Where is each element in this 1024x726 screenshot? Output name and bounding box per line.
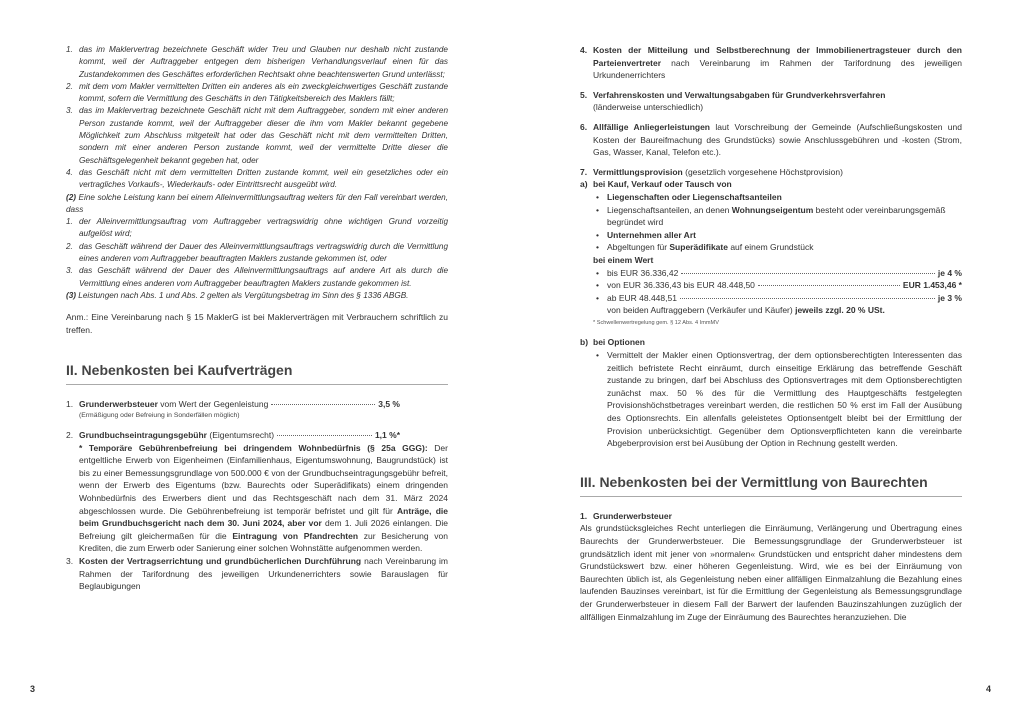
cost-item-4: 4. Kosten der Mitteilung und Selbstberechnung der Immobilienertragsteuer durch den Parteienvertreter nach Vereinbarung im Rahmen der Tarifordnung des jeweiligen Urkundenerrichters: [580, 45, 962, 81]
baurecht-text: Als grundstücksgleiches Recht unterliegen die Einräumung, Verlängerung und Übertragung eines Baurechts der Grunderwerbsteuer. Die Bemessungsgrundlage der Grunderwerbsteuer ist grundsätzlich ident mit jener von »normalen« Grundstücken und entspricht daher mindestens dem Grundstückswert bzw. einer höheren Gegenleistung. Wird, wie es bei der Einräumung von Baurechten üblich ist, als Gegenleistung neben einer allfälligen Einmalzahlung die Bezahlung eines laufenden Bauzinses vereinbart, ist für die Ermittlung der Gegenleistung als Bemessungsgrundlage der Grunderwerbsteuer in diesem Fall der Barwert der laufenden Bauzinszahlungen zuzüglich der allfälligen Einmalzahlung im Zuge der Einräumung des Baurechtes heranzuziehen. Die: [580, 523, 962, 622]
list-item: 2. mit dem vom Makler vermittelten Dritten ein anderes als ein zweckgleichwertiges Geschäft zustande kommt, sofern die Vermittlung des Geschäfts in den Tätigkeitsbereich des Maklers fällt;: [66, 81, 448, 104]
list-item: • Unternehmen aller Art: [593, 229, 962, 242]
footnote: * Schwellenwertregelung gem. § 12 Abs. 4 ImmMV: [593, 319, 719, 326]
subsection-a: a) bei Kauf, Verkauf oder Tausch von: [580, 179, 732, 190]
list-item: 1. der Alleinvermittlungsauftrag vom Auftraggeber vertragswidrig ohne wichtigen Grund vorzeitig aufgelöst wird;: [66, 217, 448, 239]
list-item: • Liegenschaften oder Liegenschaftsanteilen: [593, 191, 962, 204]
wert-row: • bis EUR 36.336,42 je 4 %: [593, 267, 962, 280]
right-column: [580, 44, 962, 623]
baurecht-item-1: 1. Grunderwerbsteuer: [580, 510, 672, 521]
left-column: [66, 44, 448, 593]
section-title-kaufvertraege: II. Nebenkosten bei Kaufverträgen: [66, 362, 448, 385]
wert-list: [580, 267, 962, 305]
paragraph-2: (2) Eine solche Leistung kann bei einem Alleinvermittlungsauftrag weiters für den Fall vereinbart werden, dass: [66, 192, 448, 214]
bullet-list-b: [580, 349, 962, 450]
cost-item-7: 7. Vermittlungsprovision (gesetzlich vorgesehene Höchstprovision) a) bei Kauf, Verkauf oder Tausch von • Liegenschaften oder Liegenschaftsanteilen • Liegenschaftsanteilen, an denen Wohnungseigentum besteht oder vereinbarungsgemäß begründet wird • Unternehmen aller Art • Abgeltungen für Superädifikate auf einem Grundstück bei einem Wert • bis EUR 36.336,42 je 4 % • von EUR 36.336,43 bis EUR 48.448,50 EUR 1.453,46 * • ab EUR 48.448,51 je 3 % von beiden Auftraggebern (Verkäufer und Käufer) jeweils zzgl. 20 % USt. * Schwellenwertregelung gem. § 12 Abs. 4 ImmMV b) bei Optionen • Vermittelt der Makler einen Optionsvertrag, der dem optionsberechtigten Interessenten das zeitlich befristete Recht einräumt, durch einseitige Erklärung das betreffende Geschäft zustande zu bringen, darf bei Abschluss des Optionsvertrages mit dem Optionsberechtigten zunächst max. 50 % des für die Vermittlung des Hauptgeschäfts festgelegten Provisionshöchstbetrages vereinbart werden, die restlichen 50 % erst im Fall der Ausübung des Optionsrechts. Ein allenfalls geleistetes Optionsentgelt bleibt bei der Ermittlung der Provision unberücksichtigt. Gegenüber dem Optionsverpflichteten kann die vereinbarte Abgeberprovision erst bei Ausübung der Option in Rechnung gestellt werden.: [580, 166, 962, 450]
wert-tail: von beiden Auftraggebern (Verkäufer und Käufer) jeweils zzgl. 20 % USt.: [607, 305, 885, 316]
page-number: 3: [30, 684, 36, 694]
paragraph-3: (3) Leistungen nach Abs. 1 und Abs. 2 gelten als Vergütungsbetrag im Sinn des § 1336 ABGB.: [66, 290, 409, 300]
list-item: 2. das Geschäft während der Dauer des Alleinvermittlungsauftrags vertragswidrig durch die Vermittlung eines anderen vom Auftraggeber beauftragten Maklers zustande gekommen ist, oder: [66, 241, 448, 264]
dot-leader: [277, 435, 372, 436]
section-title-baurechte: III. Nebenkosten bei der Vermittlung von Baurechten: [580, 474, 962, 497]
list-item: 3. das Geschäft während der Dauer des Alleinvermittlungsauftrags auf andere Art als durch die Vermittlung eines anderen vom Auftraggeber beauftragten Maklers zustande gekommen ist.: [66, 266, 448, 288]
dot-leader: [271, 404, 375, 405]
cost-item-1: 1. Grunderwerbsteuer vom Wert der Gegenleistung 3,5 % (Ermäßigung oder Befreiung in Sonderfällen möglich): [66, 399, 400, 420]
list-item: • Abgeltungen für Superädifikate auf einem Grundstück: [593, 241, 962, 254]
cost-item-6: 6. Allfällige Anliegerleistungen laut Vorschreibung der Gemeinde (Aufschließungskosten und Kosten der Baureifmachung des Grundstücks) sowie Anschlussgebühren und -kosten (Strom, Gas, Wasser, Kanal, Telefon etc.).: [580, 121, 962, 158]
wert-row: • von EUR 36.336,43 bis EUR 48.448,50 EUR 1.453,46 *: [593, 279, 962, 292]
list-item: 1. das im Maklervertrag bezeichnete Geschäft wider Treu und Glauben nur deshalb nicht zustande kommt, weil der Auftraggeber entgegen dem bisherigen Verhandlungsverlauf einen für das Zustandekommen des Geschäftes erforderlichen Rechtsakt ohne beachtenswerten Grund unterlässt;: [66, 45, 448, 79]
list-item: • Liegenschaftsanteilen, an denen Wohnungseigentum besteht oder vereinbarungsgemäß begründet wird: [593, 204, 962, 229]
list-b: [66, 216, 448, 290]
cost-item-3: 3. Kosten der Vertragserrichtung und grundbücherlichen Durchführung nach Vereinbarung im Rahmen der Tarifordnung des jeweiligen Urkundenerrichters sowie Barauslagen für Beglaubigungen: [66, 555, 448, 592]
list-a: [66, 44, 448, 192]
list-item: • Vermittelt der Makler einen Optionsvertrag, der dem optionsberechtigten Interessenten das zeitlich befristete Recht einräumt, durch einseitige Erklärung das betreffende Geschäft zustande zu bringen, darf bei Abschluss des Optionsvertrages mit dem Optionsberechtigten zunächst max. 50 % des für die Vermittlung des Hauptgeschäfts festgelegten Provisionshöchstbetrages vereinbart werden, die restlichen 50 % erst im Fall der Ausübung des Optionsrechts. Ein allenfalls geleistetes Optionsentgelt bleibt bei der Ermittlung der Provision unberücksichtigt. Gegenüber dem Optionsverpflichteten kann die vereinbarte Abgeberprovision erst bei Ausübung der Option in Rechnung gestellt werden.: [593, 349, 962, 450]
annotation-note: Anm.: Eine Vereinbarung nach § 15 MaklerG ist bei Maklerverträgen mit Verbrauchern schriftlich zu treffen.: [66, 312, 448, 335]
wert-title: bei einem Wert: [593, 254, 654, 265]
fee-exemption-text: * Temporäre Gebührenbefreiung bei dringendem Wohnbedürfnis (§ 25a GGG): Der entgeltliche Erwerb von Eigenheimen (Einfamilienhaus, Eigentumswohnung, Baugrundstück) ist bis zu einer Bemessungsgrundlage von 500.000 € von der Grundbuchseintragungsgebühr befreit, wenn der Erwerb des Eigentums (bzw. Baurechts oder Superädifikats) einem dringenden Wohnbedürfnis des Erwerbers dient und das Rechtsgeschäft nach dem 31. März 2024 abgeschlossen wurde. Die Gebührenbefreiung ist temporär befristet und gilt für Anträge, die beim Grundbuchsgericht nach dem 30. Juni 2024, aber vor dem 1. Juli 2026 einlangen. Die Befreiung gilt gleichermaßen für die Eintragung von Pfandrechten zur Besicherung von Krediten, die zum Erwerb oder Sanierung einer solchen Wohnstätte aufgenommen werden.: [79, 442, 448, 554]
bullet-list-a: [580, 191, 962, 254]
cost-item-2: 2. Grundbuchseintragungsgebühr (Eigentumsrecht) 1,1 %* * Temporäre Gebührenbefreiung bei dringendem Wohnbedürfnis (§ 25a GGG): Der entgeltliche Erwerb von Eigenheimen (Einfamilienhaus, Eigentumswohnung, Baugrundstück) ist bis zu einer Bemessungsgrundlage von 500.000 € von der Grundbuchseintragungsgebühr befreit, wenn der Erwerb des Eigentums (bzw. Baurechts oder Superädifikats) einem dringenden Wohnbedürfnis des Erwerbers dient und das Rechtsgeschäft nach dem 31. März 2024 abgeschlossen wurde. Die Gebührenbefreiung ist temporär befristet und gilt für Anträge, die beim Grundbuchsgericht nach dem 30. Juni 2024, aber vor dem 1. Juli 2026 einlangen. Die Befreiung gilt gleichermaßen für die Eintragung von Pfandrechten zur Besicherung von Krediten, die zum Erwerb oder Sanierung einer solchen Wohnstätte aufgenommen werden.: [66, 430, 448, 554]
right-page: [512, 0, 1024, 726]
subsection-b: b) bei Optionen: [580, 337, 645, 348]
list-item: 3. das im Maklervertrag bezeichnete Geschäft nicht mit dem Auftraggeber, sondern mit einer anderen Person zustande kommt, weil der Auftraggeber dieser die ihm vom Makler bekannt gegebene Möglichkeit zum Abschluss mitgeteilt hat oder das Geschäft nicht mit dem vermittelten Dritten, sondern mit einer anderen Person zustande kommt, weil der vermittelte Dritte dieser die Geschäftsgelegenheit bekannt gegeben hat, oder: [66, 106, 448, 165]
page-number: 4: [986, 684, 992, 694]
wert-row: • ab EUR 48.448,51 je 3 %: [593, 292, 962, 305]
list-item: 4. das Geschäft nicht mit dem vermittelten Dritten zustande kommt, weil ein gesetzliches oder ein vertragliches Vorkaufs-, Wiederkaufs- oder Eintrittsrecht ausgeübt wird.: [66, 167, 448, 190]
cost-item-5: 5. Verfahrenskosten und Verwaltungsabgaben für Grundverkehrsverfahren (länderweise unterschiedlich): [580, 89, 886, 113]
